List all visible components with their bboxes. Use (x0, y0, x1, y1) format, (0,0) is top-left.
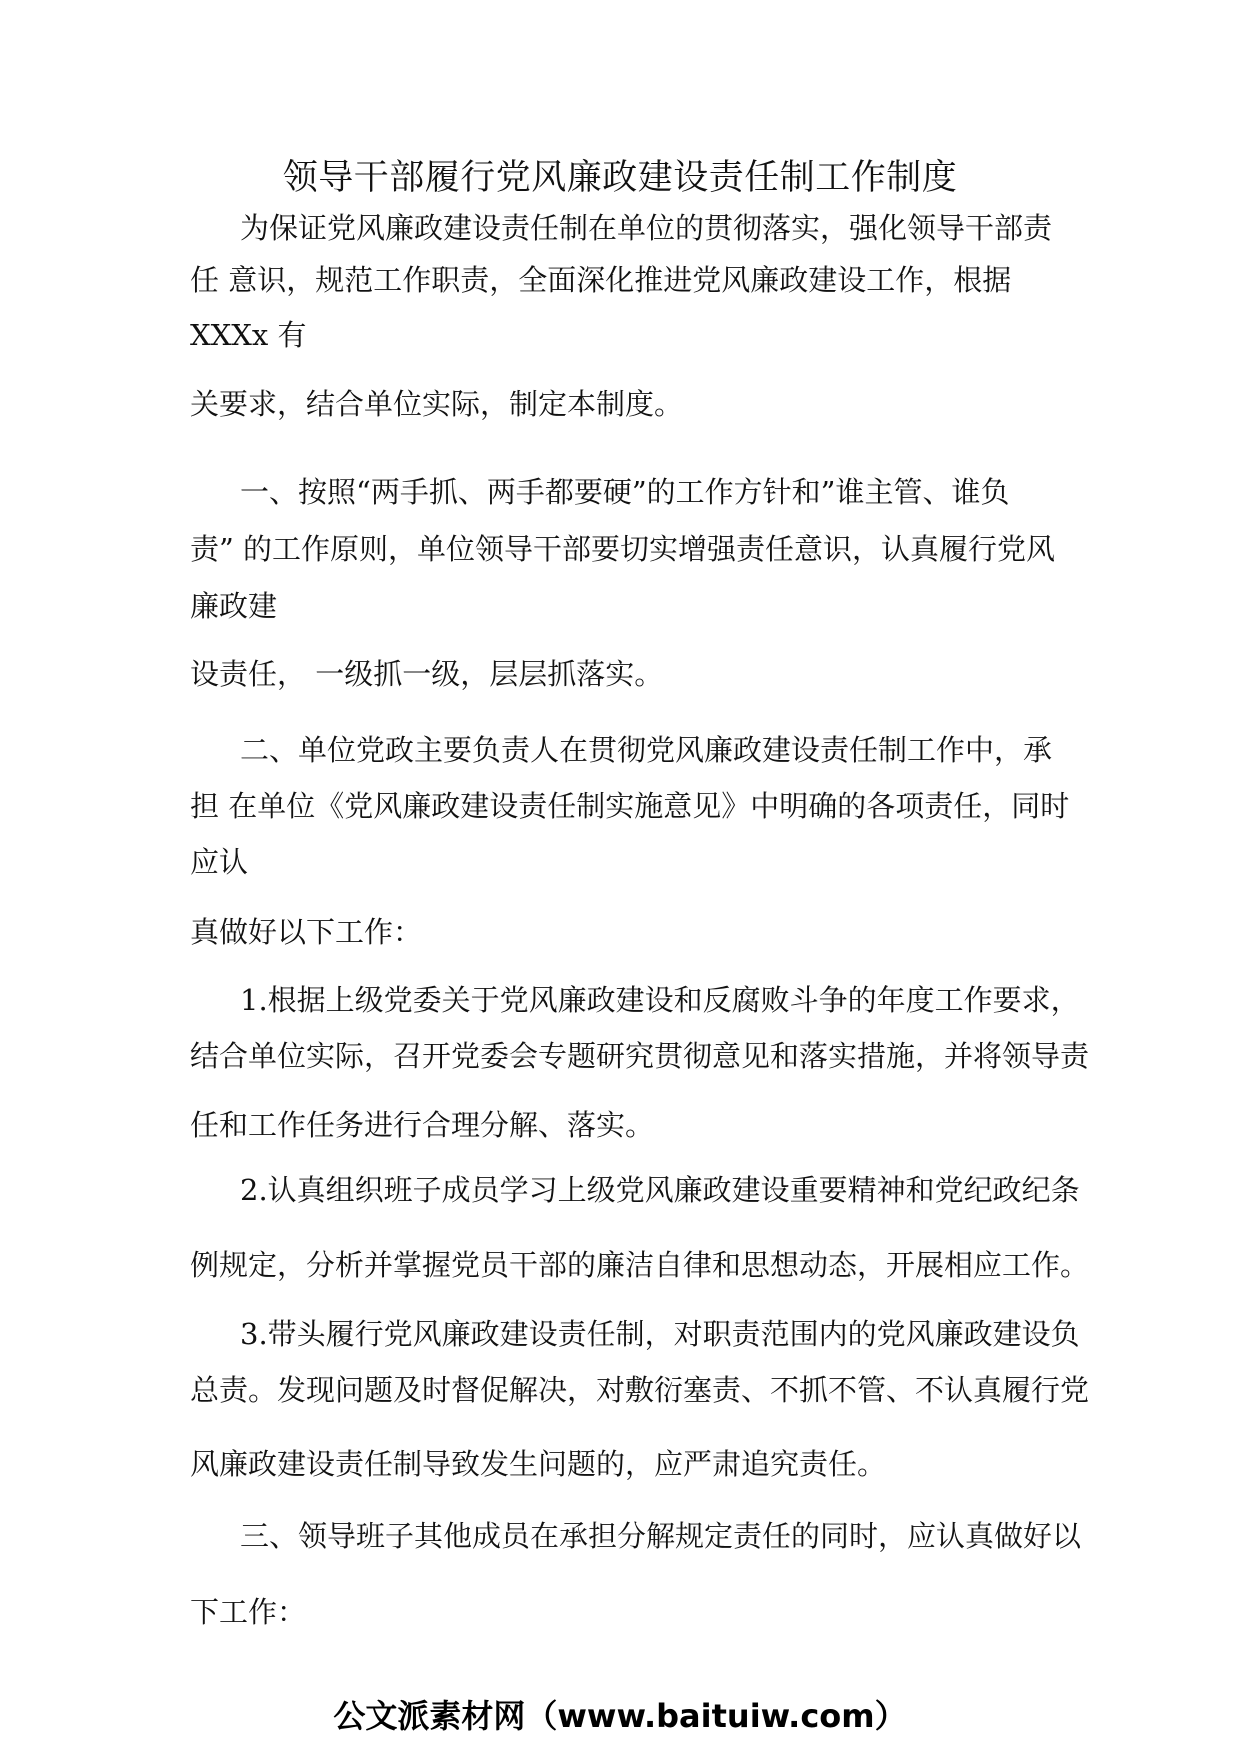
body-line: 关要求，结合单位实际，制定本制度。 (190, 387, 684, 421)
body-line: 应认 (190, 845, 249, 879)
body-line: 三、领导班子其他成员在承担分解规定责任的同时，应认真做好以 (240, 1519, 1082, 1553)
body-line: 责” 的工作原则，单位领导干部要切实增强责任意识，认真履行党风 (190, 532, 1056, 566)
body-line: 1.根据上级党委关于党风廉政建设和反腐败斗争的年度工作要求， (240, 983, 1080, 1017)
body-line: 为保证党风廉政建设责任制在单位的贯彻落实，强化领导干部责 (240, 211, 1053, 245)
footer-watermark: 公文派素材网（www.baituiw.com） (333, 1697, 907, 1735)
body-line: 二、单位党政主要负责人在贯彻党风廉政建设责任制工作中，承 (240, 733, 1053, 767)
body-line: 设责任， 一级抓一级，层层抓落实。 (190, 657, 664, 691)
body-line: 结合单位实际，召开党委会专题研究贯彻意见和落实措施，并将领导责 (190, 1039, 1090, 1073)
body-line: 任和工作任务进行合理分解、落实。 (190, 1108, 655, 1142)
body-line: 总责。发现问题及时督促解决，对敷衍塞责、不抓不管、不认真履行党 (190, 1373, 1090, 1407)
body-line: 真做好以下工作： (190, 915, 423, 949)
body-line: 一、按照“两手抓、两手都要硬”的工作方针和”谁主管、谁负 (240, 475, 1010, 509)
body-line: 风廉政建设责任制导致发生问题的，应严肃追究责任。 (190, 1447, 887, 1481)
body-line: 任 意识，规范工作职责，全面深化推进党风廉政建设工作，根据 (190, 263, 1012, 297)
body-line: 下工作： (190, 1595, 307, 1629)
body-line: 担 在单位《党风廉政建设责任制实施意见》中明确的各项责任，同时 (190, 789, 1070, 823)
body-line: 廉政建 (190, 589, 278, 623)
body-line: XXXx 有 (190, 318, 307, 352)
body-line: 例规定，分析并掌握党员干部的廉洁自律和思想动态，开展相应工作。 (190, 1248, 1090, 1282)
document-title: 领导干部履行党风廉政建设责任制工作制度 (282, 158, 958, 198)
body-line: 3.带头履行党风廉政建设责任制，对职责范围内的党风廉政建设负 (240, 1317, 1080, 1351)
body-line: 2.认真组织班子成员学习上级党风廉政建设重要精神和党纪政纪条 (240, 1173, 1080, 1207)
